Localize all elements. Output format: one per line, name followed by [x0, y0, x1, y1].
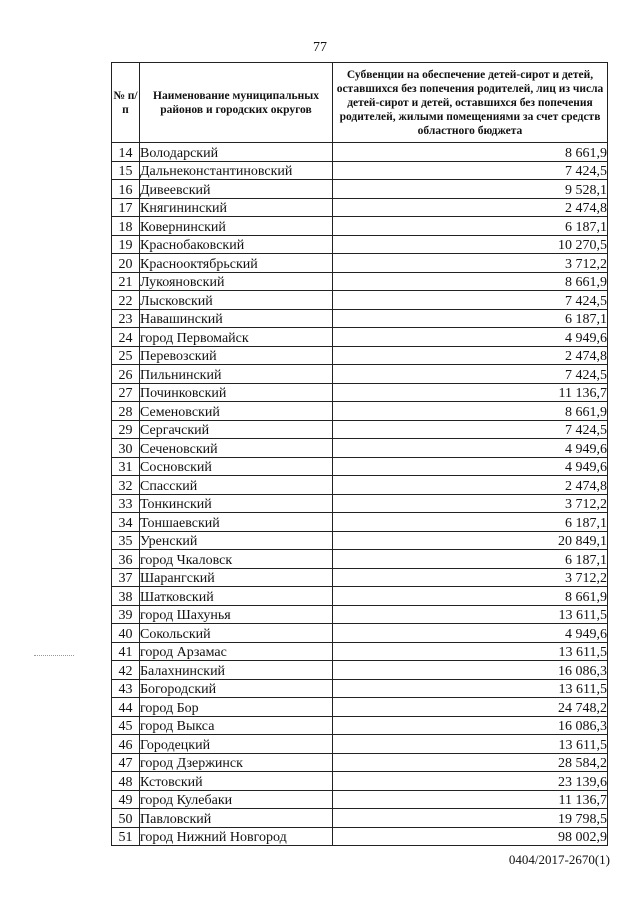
row-number: 49 [112, 790, 140, 809]
municipality-name: Городецкий [140, 735, 333, 754]
table-row [112, 790, 608, 809]
municipality-name: Лысковский [140, 291, 333, 310]
row-number: 28 [112, 402, 140, 421]
row-number: 16 [112, 180, 140, 199]
table-row [112, 143, 608, 162]
municipality-name: Павловский [140, 809, 333, 828]
subvention-value: 4 949,6 [333, 328, 608, 347]
subvention-value: 13 611,5 [333, 642, 608, 661]
table-row [112, 753, 608, 772]
header-municipality: Наименование муниципальных районов и городских округов [140, 63, 333, 143]
row-number: 19 [112, 235, 140, 254]
row-number: 50 [112, 809, 140, 828]
margin-mark [34, 655, 74, 656]
table-row [112, 624, 608, 643]
table-row [112, 402, 608, 421]
subvention-value: 8 661,9 [333, 587, 608, 606]
subvention-value: 6 187,1 [333, 550, 608, 569]
municipality-name: Шатковский [140, 587, 333, 606]
table-row [112, 346, 608, 365]
subvention-value: 7 424,5 [333, 291, 608, 310]
row-number: 20 [112, 254, 140, 273]
municipality-name: Балахнинский [140, 661, 333, 680]
municipality-name: Богородский [140, 679, 333, 698]
municipality-name: Семеновский [140, 402, 333, 421]
subvention-value: 16 086,3 [333, 661, 608, 680]
municipality-name: Володарский [140, 143, 333, 162]
row-number: 35 [112, 531, 140, 550]
table-row [112, 457, 608, 476]
row-number: 45 [112, 716, 140, 735]
subvention-value: 13 611,5 [333, 679, 608, 698]
row-number: 41 [112, 642, 140, 661]
row-number: 27 [112, 383, 140, 402]
table-row [112, 587, 608, 606]
row-number: 32 [112, 476, 140, 495]
subvention-value: 6 187,1 [333, 513, 608, 532]
table-row [112, 161, 608, 180]
row-number: 26 [112, 365, 140, 384]
municipality-name: Кстовский [140, 772, 333, 791]
municipality-name: город Дзержинск [140, 753, 333, 772]
row-number: 39 [112, 605, 140, 624]
subvention-value: 4 949,6 [333, 624, 608, 643]
table-row [112, 180, 608, 199]
row-number: 38 [112, 587, 140, 606]
table-row [112, 291, 608, 310]
subvention-value: 8 661,9 [333, 272, 608, 291]
subvention-value: 6 187,1 [333, 217, 608, 236]
table-row [112, 420, 608, 439]
municipality-name: город Выкса [140, 716, 333, 735]
row-number: 43 [112, 679, 140, 698]
subvention-value: 23 139,6 [333, 772, 608, 791]
header-subvention: Субвенции на обеспечение детей-сирот и детей, оставшихся без попечения родителей, лиц из числа детей-сирот и детей, оставшихся без попечения родителей, жилыми помещениями за счет средств областного бюджета [333, 63, 608, 143]
header-number: № п/п [112, 63, 140, 143]
row-number: 40 [112, 624, 140, 643]
table-row [112, 550, 608, 569]
row-number: 44 [112, 698, 140, 717]
municipality-name: город Нижний Новгород [140, 827, 333, 846]
table-row [112, 439, 608, 458]
municipality-name: Дальнеконстантиновский [140, 161, 333, 180]
subvention-value: 24 748,2 [333, 698, 608, 717]
table-row [112, 217, 608, 236]
table-row [112, 272, 608, 291]
table-row [112, 235, 608, 254]
subvention-value: 11 136,7 [333, 383, 608, 402]
municipality-name: город Бор [140, 698, 333, 717]
row-number: 37 [112, 568, 140, 587]
table-row [112, 716, 608, 735]
municipality-name: Шарангский [140, 568, 333, 587]
table-body [112, 143, 608, 846]
table-row [112, 735, 608, 754]
table-row [112, 642, 608, 661]
subvention-value: 2 474,8 [333, 476, 608, 495]
subvention-value: 7 424,5 [333, 161, 608, 180]
municipality-name: город Первомайск [140, 328, 333, 347]
municipality-name: Ковернинский [140, 217, 333, 236]
table-row [112, 772, 608, 791]
municipality-name: Тонкинский [140, 494, 333, 513]
subvention-value: 4 949,6 [333, 457, 608, 476]
table-row [112, 661, 608, 680]
municipality-name: Дивеевский [140, 180, 333, 199]
municipality-name: Починковский [140, 383, 333, 402]
subvention-value: 16 086,3 [333, 716, 608, 735]
table-row [112, 513, 608, 532]
table-row [112, 198, 608, 217]
subvention-value: 13 611,5 [333, 605, 608, 624]
municipality-name: Тоншаевский [140, 513, 333, 532]
municipality-name: Сергачский [140, 420, 333, 439]
table-row [112, 698, 608, 717]
table-row [112, 568, 608, 587]
row-number: 42 [112, 661, 140, 680]
row-number: 31 [112, 457, 140, 476]
subvention-value: 11 136,7 [333, 790, 608, 809]
table-row [112, 476, 608, 495]
municipality-name: Сокольский [140, 624, 333, 643]
subvention-value: 8 661,9 [333, 402, 608, 421]
table-row [112, 679, 608, 698]
table-row [112, 328, 608, 347]
row-number: 51 [112, 827, 140, 846]
municipality-name: Спасский [140, 476, 333, 495]
subvention-value: 2 474,8 [333, 198, 608, 217]
row-number: 21 [112, 272, 140, 291]
subvention-value: 6 187,1 [333, 309, 608, 328]
municipality-name: город Шахунья [140, 605, 333, 624]
row-number: 46 [112, 735, 140, 754]
table-row [112, 809, 608, 828]
subvention-value: 19 798,5 [333, 809, 608, 828]
table-row [112, 827, 608, 846]
table-row [112, 494, 608, 513]
municipality-name: Сосновский [140, 457, 333, 476]
subvention-table [111, 62, 608, 846]
subvention-value: 7 424,5 [333, 420, 608, 439]
subvention-value: 3 712,2 [333, 494, 608, 513]
municipality-name: Краснооктябрьский [140, 254, 333, 273]
row-number: 25 [112, 346, 140, 365]
municipality-name: Княгининский [140, 198, 333, 217]
table-row [112, 605, 608, 624]
municipality-name: Лукояновский [140, 272, 333, 291]
subvention-value: 28 584,2 [333, 753, 608, 772]
subvention-value: 3 712,2 [333, 568, 608, 587]
subvention-value: 3 712,2 [333, 254, 608, 273]
table-row [112, 383, 608, 402]
row-number: 48 [112, 772, 140, 791]
row-number: 36 [112, 550, 140, 569]
row-number: 22 [112, 291, 140, 310]
row-number: 23 [112, 309, 140, 328]
subvention-value: 9 528,1 [333, 180, 608, 199]
municipality-name: город Чкаловск [140, 550, 333, 569]
row-number: 33 [112, 494, 140, 513]
row-number: 24 [112, 328, 140, 347]
municipality-name: Уренский [140, 531, 333, 550]
municipality-name: Краснобаковский [140, 235, 333, 254]
row-number: 47 [112, 753, 140, 772]
subvention-value: 2 474,8 [333, 346, 608, 365]
municipality-name: Навашинский [140, 309, 333, 328]
row-number: 14 [112, 143, 140, 162]
municipality-name: Сеченовский [140, 439, 333, 458]
subvention-value: 7 424,5 [333, 365, 608, 384]
table-header-row [112, 63, 608, 143]
table-row [112, 309, 608, 328]
row-number: 29 [112, 420, 140, 439]
subvention-value: 98 002,9 [333, 827, 608, 846]
subvention-value: 8 661,9 [333, 143, 608, 162]
table-row [112, 254, 608, 273]
document-code: 0404/2017-2670(1) [508, 852, 610, 867]
table-row [112, 531, 608, 550]
municipality-name: Перевозский [140, 346, 333, 365]
municipality-name: Пильнинский [140, 365, 333, 384]
subvention-value: 10 270,5 [333, 235, 608, 254]
row-number: 15 [112, 161, 140, 180]
municipality-name: город Кулебаки [140, 790, 333, 809]
row-number: 30 [112, 439, 140, 458]
row-number: 34 [112, 513, 140, 532]
subvention-value: 4 949,6 [333, 439, 608, 458]
page-number: 77 [313, 40, 327, 55]
municipality-name: город Арзамас [140, 642, 333, 661]
subvention-value: 20 849,1 [333, 531, 608, 550]
subvention-value: 13 611,5 [333, 735, 608, 754]
row-number: 17 [112, 198, 140, 217]
table-row [112, 365, 608, 384]
row-number: 18 [112, 217, 140, 236]
